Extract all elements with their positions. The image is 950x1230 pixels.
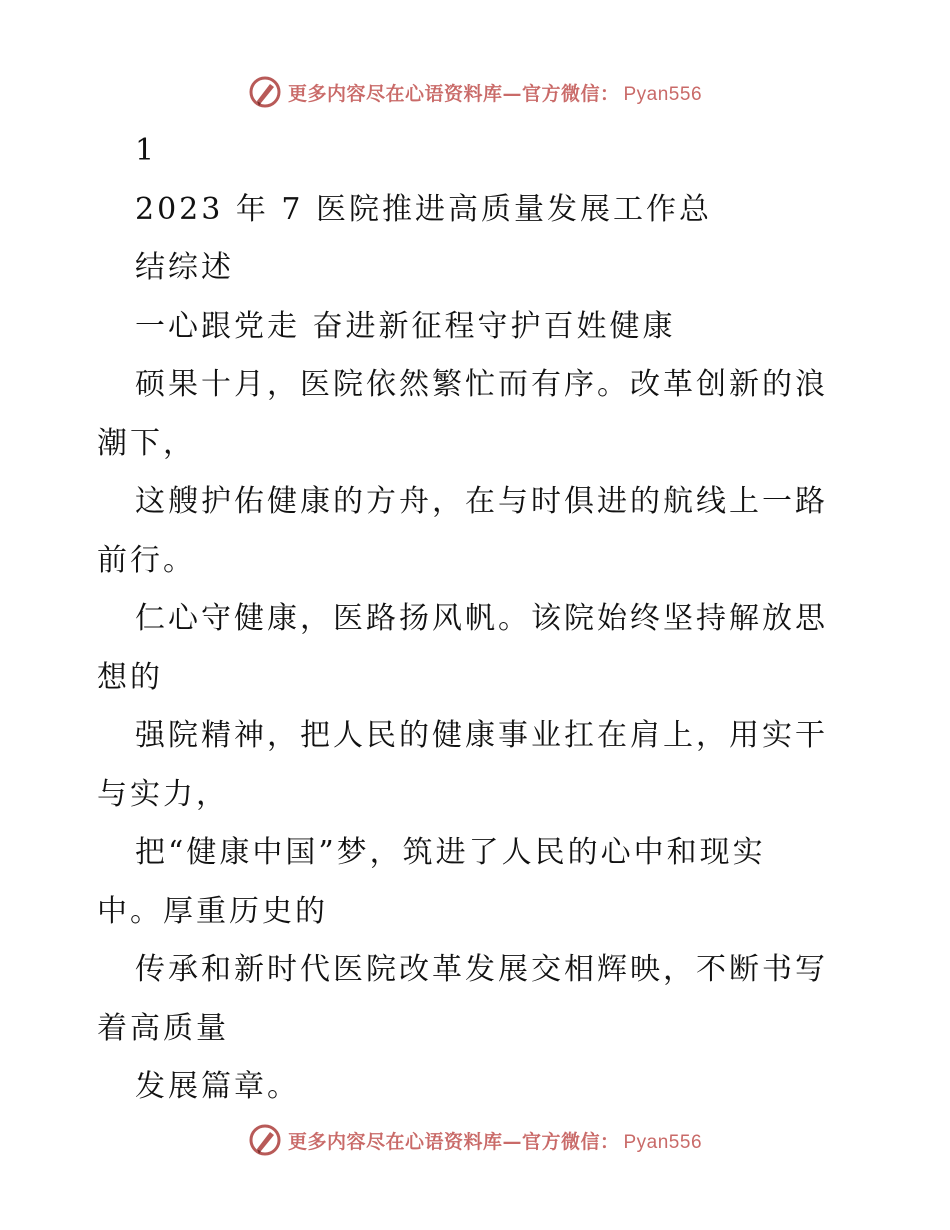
footer-watermark (0, 1120, 950, 1160)
text-line: 强院精神，把人民的健康事业扛在肩上，用实干 (135, 718, 828, 753)
text-line: 中。厚重历史的 (97, 893, 328, 929)
text-line: 结综述 (135, 250, 234, 285)
text-line: 传承和新时代医院改革发展交相辉映，不断书写 (135, 952, 828, 987)
watermark-text: 更多内容尽在心语资料库—官方微信： Pyan556 (287, 1130, 703, 1153)
watermark-handle: Pyan556 (623, 1131, 703, 1153)
pen-logo-icon (248, 75, 282, 109)
text-line: 发展篇章。 (135, 1069, 300, 1104)
watermark-handle: Pyan556 (623, 83, 703, 105)
text-line: 想的 (97, 659, 163, 695)
text-line: 2023 年 7 医院推进高质量发展工作总 (135, 191, 713, 227)
text-line: 把“健康中国”梦，筑进了人民的心中和现实 (135, 835, 766, 870)
text-line: 硕果十月，医院依然繁忙而有序。改革创新的浪 (135, 367, 828, 402)
text-line: 仁心守健康，医路扬风帆。该院始终坚持解放思 (135, 601, 828, 636)
page-number: 1 (135, 133, 155, 168)
text-line: 与实力， (97, 776, 229, 812)
document-body (97, 122, 857, 1117)
pen-logo-icon (248, 1123, 282, 1157)
text-line: 前行。 (97, 542, 196, 578)
text-line: 这艘护佑健康的方舟，在与时俱进的航线上一路 (135, 484, 828, 519)
header-watermark (0, 72, 950, 112)
watermark-text: 更多内容尽在心语资料库—官方微信： Pyan556 (287, 82, 703, 105)
text-line: 着高质量 (97, 1010, 229, 1046)
text-line: 一心跟党走 奋进新征程守护百姓健康 (135, 308, 676, 344)
text-line: 潮下， (97, 425, 196, 461)
